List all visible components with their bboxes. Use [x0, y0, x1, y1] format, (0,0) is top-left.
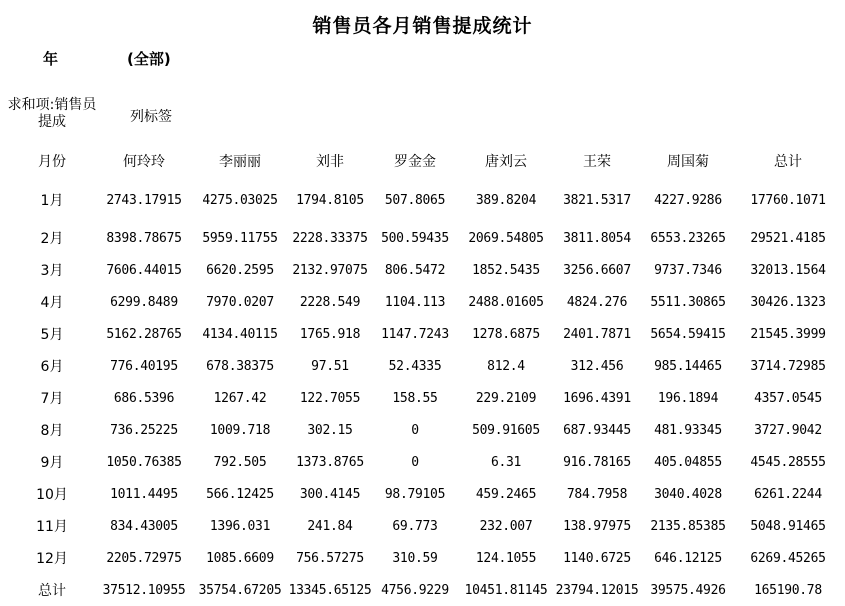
salesperson-header[interactable]: 周国菊	[667, 154, 709, 170]
value-cell[interactable]: 2228.33375	[292, 230, 368, 246]
value-cell[interactable]: 37512.10955	[102, 582, 186, 598]
row-label[interactable]: 10月	[36, 487, 68, 503]
value-cell[interactable]: 312.456	[570, 358, 624, 374]
column-labels-caption[interactable]: 列标签	[130, 109, 172, 125]
report-title: 销售员各月销售提成统计	[312, 15, 533, 37]
value-cell[interactable]: 5654.59415	[650, 326, 726, 342]
row-label[interactable]: 3月	[40, 263, 64, 279]
value-cell[interactable]: 2743.17915	[106, 192, 182, 208]
value-cell[interactable]: 1011.4495	[110, 486, 178, 502]
salesperson-header[interactable]: 唐刘云	[485, 154, 527, 170]
value-field-label: 求和项:销售员提成	[7, 97, 97, 130]
value-cell[interactable]: 4275.03025	[202, 192, 278, 208]
value-cell[interactable]: 509.91605	[472, 422, 540, 438]
value-cell[interactable]: 784.7958	[566, 486, 628, 502]
value-cell[interactable]: 1009.718	[209, 422, 271, 438]
value-cell[interactable]: 17760.1071	[750, 192, 826, 208]
value-cell[interactable]: 39575.4926	[650, 582, 726, 598]
value-cell[interactable]: 4824.276	[566, 294, 628, 310]
row-label[interactable]: 1月	[40, 193, 64, 209]
value-cell[interactable]: 4756.9229	[381, 582, 449, 598]
value-cell[interactable]: 2401.7871	[563, 326, 631, 342]
row-label[interactable]: 8月	[40, 423, 64, 439]
value-cell[interactable]: 35754.67205	[198, 582, 282, 598]
value-cell[interactable]: 3040.4028	[654, 486, 722, 502]
value-cell[interactable]: 21545.3999	[750, 326, 826, 342]
value-cell[interactable]: 300.4145	[299, 486, 361, 502]
value-cell[interactable]: 792.505	[213, 454, 267, 470]
value-cell[interactable]: 8398.78675	[106, 230, 182, 246]
value-cell[interactable]: 1140.6725	[563, 550, 631, 566]
value-cell[interactable]: 405.04855	[654, 454, 722, 470]
value-cell[interactable]: 302.15	[307, 422, 353, 438]
pivot-table	[8, 144, 840, 606]
value-cell[interactable]: 7970.0207	[206, 294, 274, 310]
value-cell[interactable]: 481.93345	[654, 422, 722, 438]
value-cell[interactable]: 6.31	[490, 454, 522, 470]
value-cell[interactable]: 98.79105	[384, 486, 446, 502]
value-cell[interactable]: 756.57275	[296, 550, 364, 566]
value-cell[interactable]: 23794.12015	[555, 582, 639, 598]
row-field-header[interactable]: 月份	[38, 154, 66, 170]
value-cell[interactable]: 1373.8765	[296, 454, 364, 470]
value-cell[interactable]: 13345.65125	[288, 582, 372, 598]
value-cell[interactable]: 158.55	[392, 390, 438, 406]
table-row	[8, 510, 840, 542]
header-row	[8, 144, 840, 178]
value-cell[interactable]: 6553.23265	[650, 230, 726, 246]
value-cell[interactable]: 229.2109	[475, 390, 537, 406]
value-cell[interactable]: 1278.6875	[472, 326, 540, 342]
value-cell[interactable]: 3811.8054	[563, 230, 631, 246]
row-label[interactable]: 7月	[40, 391, 64, 407]
value-cell[interactable]: 29521.4185	[750, 230, 826, 246]
value-cell[interactable]: 1267.42	[213, 390, 267, 406]
table-row	[8, 178, 840, 222]
value-cell[interactable]: 2069.54805	[468, 230, 544, 246]
table-row	[8, 350, 840, 382]
value-cell[interactable]: 10451.81145	[464, 582, 548, 598]
table-row	[8, 254, 840, 286]
row-label[interactable]: 11月	[36, 519, 68, 535]
value-cell[interactable]: 310.59	[392, 550, 438, 566]
table-row	[8, 222, 840, 254]
value-cell[interactable]: 1765.918	[299, 326, 361, 342]
row-label[interactable]: 12月	[36, 551, 68, 567]
value-cell[interactable]: 4545.28555	[750, 454, 826, 470]
value-cell[interactable]: 5511.30865	[650, 294, 726, 310]
value-cell[interactable]: 0	[411, 454, 419, 470]
value-cell[interactable]: 507.8065	[384, 192, 446, 208]
value-cell[interactable]: 2228.549	[299, 294, 361, 310]
value-cell[interactable]: 1696.4391	[563, 390, 631, 406]
value-cell[interactable]: 3714.72985	[750, 358, 826, 374]
value-cell[interactable]: 776.40195	[110, 358, 178, 374]
value-cell[interactable]: 1085.6609	[206, 550, 274, 566]
value-cell[interactable]: 1396.031	[209, 518, 271, 534]
salesperson-header[interactable]: 罗金金	[394, 154, 436, 170]
value-cell[interactable]: 232.007	[479, 518, 533, 534]
grand-total-row	[8, 574, 840, 606]
value-cell[interactable]: 196.1894	[657, 390, 719, 406]
value-cell[interactable]: 124.1055	[475, 550, 537, 566]
value-cell[interactable]: 2488.01605	[468, 294, 544, 310]
value-cell[interactable]: 686.5396	[113, 390, 175, 406]
value-cell[interactable]: 165190.78	[754, 582, 822, 598]
value-cell[interactable]: 1147.7243	[381, 326, 449, 342]
value-cell[interactable]: 6269.45265	[750, 550, 826, 566]
value-cell[interactable]: 3821.5317	[563, 192, 631, 208]
value-cell[interactable]: 1794.8105	[296, 192, 364, 208]
value-cell[interactable]: 97.51	[311, 358, 349, 374]
row-label[interactable]: 总计	[38, 583, 66, 599]
value-cell[interactable]: 52.4335	[388, 358, 442, 374]
value-cell[interactable]: 806.5472	[384, 262, 446, 278]
value-cell[interactable]: 9737.7346	[654, 262, 722, 278]
value-cell[interactable]: 5959.11755	[202, 230, 278, 246]
table-row	[8, 542, 840, 574]
year-filter-dropdown[interactable]: (全部)	[127, 50, 171, 68]
value-cell[interactable]: 687.93445	[563, 422, 631, 438]
table-row	[8, 286, 840, 318]
value-cell[interactable]: 646.12125	[654, 550, 722, 566]
value-cell[interactable]: 834.43005	[110, 518, 178, 534]
row-label[interactable]: 9月	[40, 455, 64, 471]
value-cell[interactable]: 1852.5435	[472, 262, 540, 278]
value-cell[interactable]: 32013.1564	[750, 262, 826, 278]
value-cell[interactable]: 4134.40115	[202, 326, 278, 342]
value-cell[interactable]: 30426.1323	[750, 294, 826, 310]
value-cell[interactable]: 1104.113	[384, 294, 446, 310]
salesperson-header[interactable]: 王荣	[583, 154, 611, 170]
value-cell[interactable]: 0	[411, 422, 419, 438]
value-cell[interactable]: 2205.72975	[106, 550, 182, 566]
value-cell[interactable]: 5162.28765	[106, 326, 182, 342]
value-cell[interactable]: 916.78165	[563, 454, 631, 470]
table-row	[8, 318, 840, 350]
row-label[interactable]: 2月	[40, 231, 64, 247]
value-cell[interactable]: 138.97975	[563, 518, 631, 534]
row-label[interactable]: 4月	[40, 295, 64, 311]
value-cell[interactable]: 500.59435	[381, 230, 449, 246]
value-cell[interactable]: 5048.91465	[750, 518, 826, 534]
value-cell[interactable]: 985.14465	[654, 358, 722, 374]
salesperson-header[interactable]: 刘非	[316, 154, 344, 170]
value-cell[interactable]: 3256.6607	[563, 262, 631, 278]
value-cell[interactable]: 3727.9042	[754, 422, 822, 438]
salesperson-header[interactable]: 总计	[774, 154, 802, 170]
value-cell[interactable]: 122.7055	[299, 390, 361, 406]
table-row	[8, 414, 840, 446]
value-cell[interactable]: 4357.0545	[754, 390, 822, 406]
row-label[interactable]: 5月	[40, 327, 64, 343]
salesperson-header[interactable]: 何玲玲	[123, 154, 165, 170]
value-cell[interactable]: 812.4	[487, 358, 525, 374]
value-cell[interactable]: 1050.76385	[106, 454, 182, 470]
year-filter-label: 年	[43, 50, 59, 68]
value-cell[interactable]: 69.773	[392, 518, 438, 534]
table-row	[8, 478, 840, 510]
value-cell[interactable]: 566.12425	[206, 486, 274, 502]
value-cell[interactable]: 2132.97075	[292, 262, 368, 278]
value-cell[interactable]: 7606.44015	[106, 262, 182, 278]
value-cell[interactable]: 6261.2244	[754, 486, 822, 502]
table-row	[8, 382, 840, 414]
value-cell[interactable]: 736.25225	[110, 422, 178, 438]
value-cell[interactable]: 459.2465	[475, 486, 537, 502]
table-row	[8, 446, 840, 478]
value-cell[interactable]: 678.38375	[206, 358, 274, 374]
value-cell[interactable]: 6299.8489	[110, 294, 178, 310]
salesperson-header[interactable]: 李丽丽	[219, 154, 261, 170]
value-cell[interactable]: 6620.2595	[206, 262, 274, 278]
value-cell[interactable]: 4227.9286	[654, 192, 722, 208]
value-cell[interactable]: 389.8204	[475, 192, 537, 208]
row-label[interactable]: 6月	[40, 359, 64, 375]
value-cell[interactable]: 2135.85385	[650, 518, 726, 534]
value-cell[interactable]: 241.84	[307, 518, 353, 534]
